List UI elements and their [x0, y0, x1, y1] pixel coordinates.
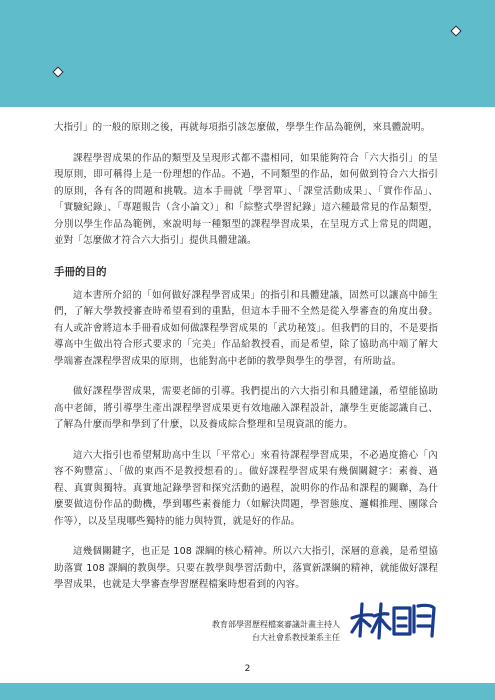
handwritten-signature-icon [348, 596, 440, 644]
author-title-1: 教育部學習歷程檔案審議計畫主持人 [212, 620, 340, 629]
paragraph-4: 做好課程學習成果，需要老師的引導。我們提出的六大指引和具體建議，希望能協助高中老師，將引導學生產出課程學習成果更有效地融入課程設計，讓學生更能認識自己、了解為什麼而學和學到了什麼，以及養成綜合整理和呈現資訊的能力。 [54, 386, 438, 430]
header-band [0, 0, 495, 107]
footer-band [0, 683, 495, 700]
section-heading: 手冊的目的 [54, 265, 107, 278]
paragraph-5: 這六大指引也希望幫助高中生以「平常心」來看待課程學習成果，不必過度擔心「內容不夠豐富」、「做的東西不是教授想看的」。做好課程學習成果有幾個關鍵字：素養、過程、真實與獨特。真實地記錄學習和探究活動的過程，說明你的作品和課程的關聯，為什麼要做這份作品的動機，學到哪些素養能力（如解決問題，學習態度、邏輯推理、團隊合作等），以及呈現哪些獨特的能力與特質，就是好的作品。 [54, 449, 438, 527]
paragraph-3: 這本書所介紹的「如何做好課程學習成果」的指引和具體建議，固然可以讓高中師生們，了解大學教授審查時希望看到的重點，但這本手冊不全然是從入學審查的角度出發。有人或許會將這本手冊看成如何做課程學習成果的「武功秘笈」。但我們的目的，不是要指導高中生做出符合形式要求的「完美」作品給教授看，而是希望，除了協助高中端了解大學端審查課程學習成果的原則，也能對高中老師的教學與學生的學習，有所助益。 [54, 289, 438, 367]
paragraph-6: 這幾個關鍵字，也正是 108 課綱的核心精神。所以六大指引，深層的意義，是希望協助落實 108 課綱的教與學。只要在教學與學習活動中，落實新課綱的精神，就能做好課程學習成果，也就是大學審查學習歷程檔案時想看到的內容。 [54, 546, 438, 590]
page-number: 2 [244, 664, 251, 674]
paragraph-1: 大指引」的一般的原則之後，再就每項指引該怎麼做，學學生作品為範例，來具體說明。 [54, 122, 431, 133]
author-credit [190, 618, 340, 644]
author-title-2: 台大社會系教授兼系主任 [252, 633, 340, 642]
body-text [54, 120, 438, 608]
paragraph-2: 課程學習成果的作品的類型及呈現形式都不盡相同，如果能夠符合「六大指引」的呈現原則，即可稱得上是一份理想的作品。不過，不同類型的作品，如何做到符合六大指引的原則，各有各的問題和挑戰。這本手冊就「學習單」、「課堂活動成果」、「實作作品」、「實驗紀錄」、「專題報告（含小論文）」和「綜整式學習紀錄」這六種最常見的作品類型，分別以學生作品為範例，來說明每一種類型的課程學習成果，在呈現方式上常見的問題，並對「怎麼做才符合六大指引」提供具體建議。 [54, 152, 438, 246]
